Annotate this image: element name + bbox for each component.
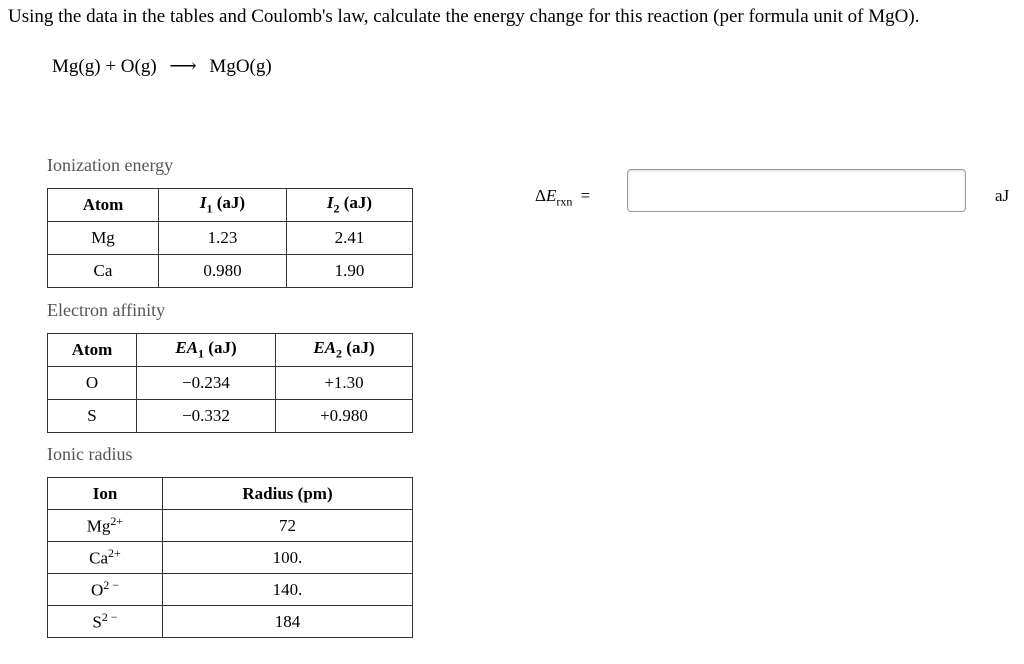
reaction-arrow-icon: ⟶: [169, 56, 197, 77]
cell-i1: 1.23: [159, 222, 287, 255]
header-radius: Radius (pm): [163, 478, 413, 510]
header-i1: $I_1$ (aJ): [159, 189, 287, 222]
cell-ion: $Mg^{2+}$: [48, 510, 163, 542]
cell-ea2: +1.30: [276, 367, 413, 400]
table-header-row: [48, 334, 413, 367]
answer-unit: aJ: [995, 186, 1010, 205]
cell-atom: Ca: [48, 255, 159, 288]
cell-i2: 1.90: [287, 255, 413, 288]
reactant-o: O(g): [120, 56, 157, 77]
table-row: [48, 574, 413, 606]
cell-radius: 100.: [163, 542, 413, 574]
table-row: [48, 367, 413, 400]
cell-atom: O: [48, 367, 137, 400]
table-row: [48, 542, 413, 574]
product-mgo: MgO(g): [209, 56, 272, 77]
question-prompt: Using the data in the tables and Coulomb's law, calculate the energy change for this reaction (per formula unit of MgO).: [8, 6, 920, 27]
cell-radius: 184: [163, 606, 413, 638]
cell-atom: S: [48, 400, 137, 433]
electron-affinity-caption: Electron affinity: [47, 300, 166, 320]
header-ea1: $EA_1$ (aJ): [137, 334, 276, 367]
cell-atom: Mg: [48, 222, 159, 255]
ionization-energy-caption: Ionization energy: [47, 155, 174, 175]
answer-input[interactable]: [627, 169, 966, 212]
cell-ea2: +0.980: [276, 400, 413, 433]
header-atom: Atom: [48, 334, 137, 367]
header-ion: Ion: [48, 478, 163, 510]
table-row: [48, 510, 413, 542]
ionization-energy-table: [47, 188, 413, 288]
header-i2: $I_2$ (aJ): [287, 189, 413, 222]
cell-ion: $Ca^{2+}$: [48, 542, 163, 574]
cell-i1: 0.980: [159, 255, 287, 288]
header-ea2: $EA_2$ (aJ): [276, 334, 413, 367]
cell-ea1: −0.332: [137, 400, 276, 433]
answer-label: $\Delta E_{rxn}$ =: [535, 186, 591, 209]
cell-ea1: −0.234: [137, 367, 276, 400]
electron-affinity-table: [47, 333, 413, 433]
table-header-row: [48, 478, 413, 510]
table-header-row: [48, 189, 413, 222]
table-row: [48, 255, 413, 288]
ionic-radius-caption: Ionic radius: [47, 444, 133, 464]
table-row: [48, 222, 413, 255]
reaction-equation: [52, 55, 272, 78]
cell-ion: $S^{2 -}$: [48, 606, 163, 638]
plus-sign: +: [105, 56, 117, 77]
cell-radius: 72: [163, 510, 413, 542]
ionic-radius-table: [47, 477, 413, 638]
reactant-mg: Mg(g): [52, 56, 101, 77]
cell-i2: 2.41: [287, 222, 413, 255]
cell-ion: $O^{2 -}$: [48, 574, 163, 606]
header-atom: Atom: [48, 189, 159, 222]
cell-radius: 140.: [163, 574, 413, 606]
table-row: [48, 606, 413, 638]
table-row: [48, 400, 413, 433]
